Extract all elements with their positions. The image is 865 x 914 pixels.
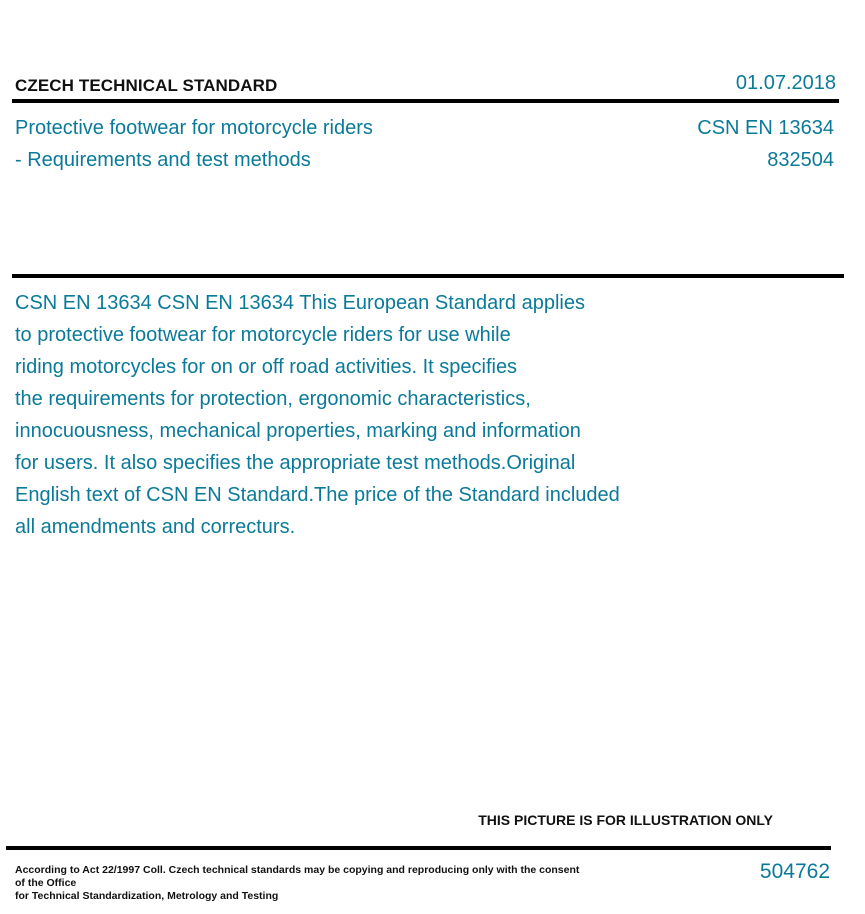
footer-divider (6, 846, 831, 850)
standard-description: CSN EN 13634 CSN EN 13634 This European Standard applies to protective footwear for motorcycle riders for use while riding motorcycles for on or off road activities. It specifies the requirements for protection, ergonomic characteristics, innocuousness, mechanical properties, marking and information for users. It also specifies the appropriate test methods.Original English text of CSN EN Standard.The price of the Standard included all amendments and correcturs. (15, 292, 620, 538)
standard-code: CSN EN 13634 (697, 117, 834, 139)
title-line-2: - Requirements and test methods (15, 149, 311, 171)
section-divider (12, 274, 844, 278)
publication-date: 01.07.2018 (735, 72, 836, 94)
legal-note: According to Act 22/1997 Coll. Czech technical standards may be copying and reproducing only with the consent of the Office for Technical Standardization, Metrology and Testing (15, 864, 580, 902)
document-number: 504762 (759, 860, 830, 883)
classification-code: 832504 (767, 149, 834, 171)
header-divider (12, 99, 839, 103)
illustration-note: THIS PICTURE IS FOR ILLUSTRATION ONLY (478, 812, 773, 828)
title-line-1: Protective footwear for motorcycle riders (15, 117, 373, 139)
document-category: CZECH TECHNICAL STANDARD (15, 76, 278, 95)
